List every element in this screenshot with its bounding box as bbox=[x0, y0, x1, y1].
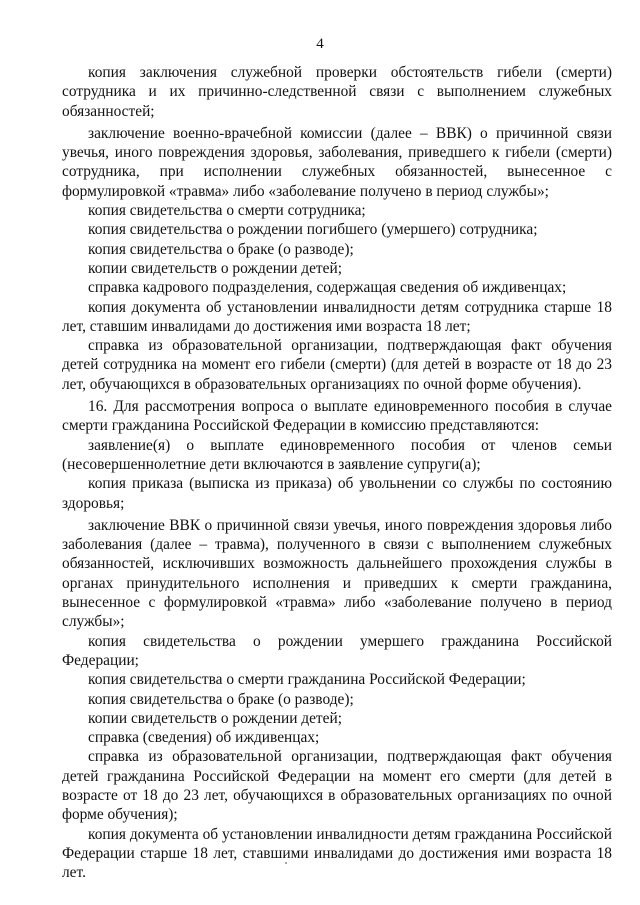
paragraph: заявление(я) о выплате единовременного пособия от членов семьи (несовершеннолетние дети включаются в заявление супруги(а); bbox=[62, 436, 612, 473]
paragraph: копия документа об установлении инвалидности детям сотрудника старше 18 лет, ставшим инвалидами до достижения ими возраста 18 лет; bbox=[62, 298, 612, 335]
paragraph: копия свидетельства о смерти сотрудника; bbox=[88, 202, 366, 220]
paragraph: справка (сведения) об иждивенцах; bbox=[88, 729, 320, 747]
paragraph: копия свидетельства о смерти гражданина Российской Федерации; bbox=[88, 671, 526, 689]
paragraph: 16. Для рассмотрения вопроса о выплате единовременного пособия в случае смерти гражданина Российской Федерации в комиссию представляются: bbox=[62, 398, 612, 435]
paragraph: копия свидетельства о рождении погибшего (умершего) сотрудника; bbox=[88, 221, 538, 239]
paragraph: копия приказа (выписка из приказа) об увольнении со службы по состоянию здоровья; bbox=[62, 475, 612, 512]
paragraph: копия свидетельства о браке (о разводе); bbox=[88, 240, 354, 258]
paragraph: копия заключения служебной проверки обстоятельств гибели (смерти) сотрудника и их причинно-следственной связи с выполнением служебных обязанностей; bbox=[62, 64, 612, 120]
scan-speck bbox=[285, 862, 287, 864]
paragraph: справка из образовательной организации, подтверждающая факт обучения детей сотрудника на момент его гибели (смерти) (для детей в возрасте от 18 до 23 лет, обучающихся в образовательных организациях по очной форме обучения). bbox=[62, 337, 612, 393]
paragraph: копии свидетельств о рождении детей; bbox=[88, 709, 343, 727]
paragraph: заключение военно-врачебной комиссии (далее – ВВК) о причинной связи увечья, иного повреждения здоровья, заболевания, приведшего к гибели (смерти) сотрудника, при исполнении служебных обязанностей, вынесенное с формулировкой «травма» либо «заболевание получено в период службы»; bbox=[62, 124, 612, 200]
paragraph: копия свидетельства о рождении умершего гражданина Российской Федерации; bbox=[62, 632, 612, 669]
paragraph: справка кадрового подразделения, содержащая сведения об иждивенцах; bbox=[88, 279, 567, 297]
paragraph: заключение ВВК о причинной связи увечья, иного повреждения здоровья либо заболевания (далее – травма), полученного в связи с выполнением служебных обязанностей, исключивших возможность дальнейшего прохождения службы в органах принудительного исполнения и приведших к смерти гражданина, вынесенное с формулировкой «травма» либо «заболевание получено в период службы»; bbox=[62, 516, 612, 631]
document-body bbox=[62, 63, 612, 882]
paragraph: копия свидетельства о браке (о разводе); bbox=[88, 690, 354, 708]
paragraph: копии свидетельств о рождении детей; bbox=[88, 259, 343, 277]
paragraph: копия документа об установлении инвалидности детям гражданина Российской Федерации старше 18 лет, ставшими инвалидами до достижения ими возраста 18 лет. bbox=[62, 825, 612, 882]
paragraph: справка из образовательной организации, подтверждающая факт обучения детей гражданина Российской Федерации на момент его смерти (для детей в возрасте от 18 до 23 лет, обучающихся в образовательных организациях по очной форме обучения); bbox=[62, 748, 612, 824]
page-number: 4 bbox=[316, 36, 324, 52]
